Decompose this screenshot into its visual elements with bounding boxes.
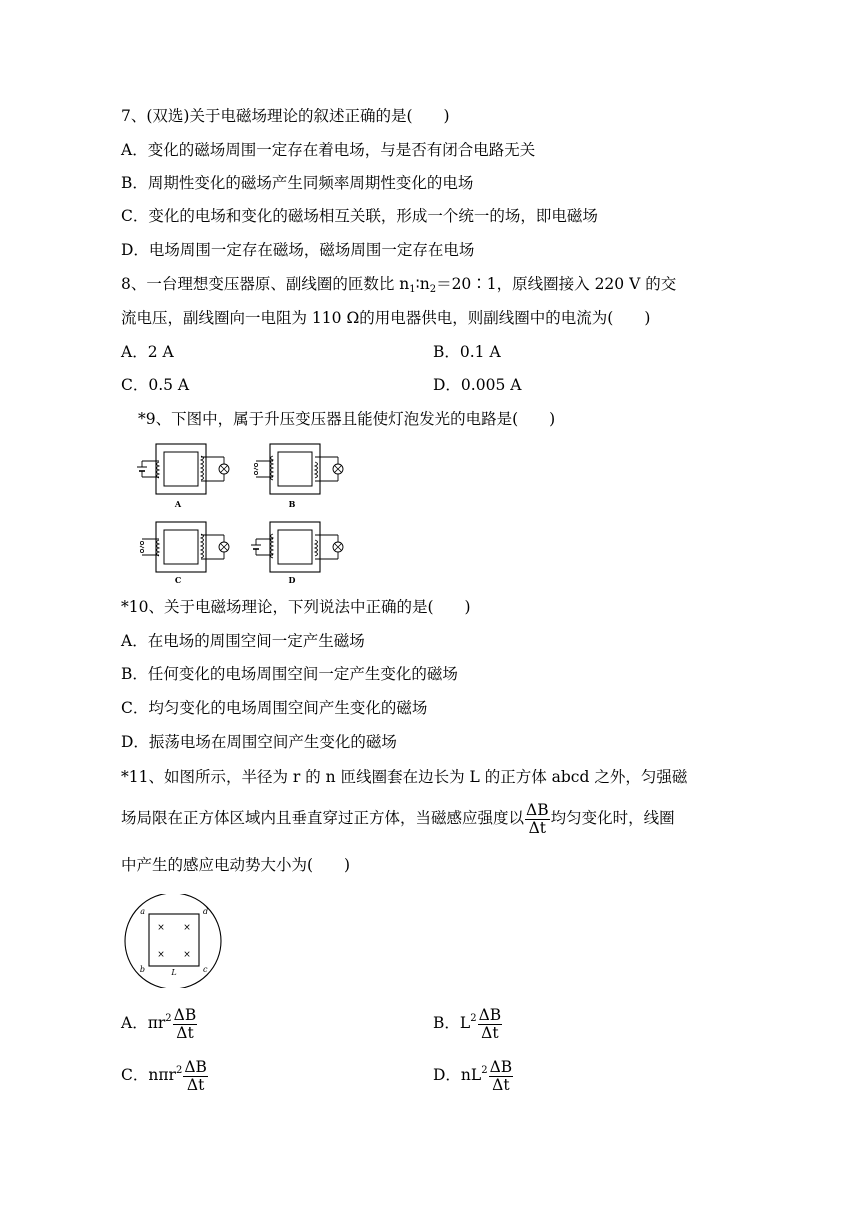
q8-sub2: 2: [429, 284, 437, 295]
q11-option-d: [433, 1053, 514, 1094]
field-cross: ×: [157, 950, 165, 960]
circuit-d-label: D: [288, 575, 296, 585]
q8-stem-line2: 流电压，副线圈向一电阻为 110 Ω的用电器供电，则副线圈中的电流为( ): [121, 309, 651, 327]
transformer-circuits-figure: [128, 438, 348, 588]
q8-text-a: 8、一台理想变压器原、副线圈的匝数比 n: [121, 275, 410, 293]
q11-b-prefix: B．L: [433, 1014, 471, 1032]
q7-option-c: C．变化的电场和变化的磁场相互关联，形成一个统一的场，即电磁场: [121, 207, 598, 225]
q10-option-a: A．在电场的周围空间一定产生磁场: [121, 632, 365, 650]
q8-text-mid: ∶n: [415, 275, 430, 293]
q11-a-prefix: A．πr: [121, 1014, 166, 1032]
q8-option-b: B．0.1 A: [433, 343, 501, 361]
q11-text-a: 场局限在正方体区域内且垂直穿过正方体，当磁感应强度以: [121, 809, 525, 827]
q11-text-b: 均匀变化时，线圈: [550, 809, 675, 827]
q11-d-exp: 2: [481, 1065, 488, 1076]
q9-stem: *9、下图中，属于升压变压器且能使灯泡发光的电路是( ): [138, 410, 556, 428]
fraction-numerator: ΔB: [526, 800, 549, 819]
q8-text-b: ＝20∶1，原线圈接入 220 V 的交: [436, 275, 677, 293]
q10-stem: *10、关于电磁场理论，下列说法中正确的是( ): [121, 598, 471, 616]
circuit-c-label: C: [174, 575, 182, 585]
q7-option-b: B．周期性变化的磁场产生同频率周期性变化的电场: [121, 174, 474, 192]
field-cross: ×: [183, 923, 191, 933]
q11-option-b: [433, 1001, 503, 1042]
vertex-c: c: [203, 965, 208, 974]
q11-c-prefix: C．nπr: [121, 1066, 176, 1084]
q7-stem: 7、(双选)关于电磁场理论的叙述正确的是( ): [121, 107, 450, 125]
q8-option-a: A．2 A: [121, 343, 174, 361]
dB-dt-fraction: $\frac{\Delta B}{\Delta t}$: [184, 1057, 207, 1094]
q11-b-exp: 2: [470, 1013, 477, 1024]
dB-dt-fraction: [525, 802, 550, 837]
q7-option-a: A．变化的磁场周围一定存在着电场，与是否有闭合电路无关: [121, 141, 536, 159]
q11-a-exp: 2: [165, 1013, 172, 1024]
q8-option-d: D．0.005 A: [433, 376, 522, 394]
fraction-denominator: Δt: [528, 818, 547, 837]
circuit-b-label: B: [288, 499, 296, 509]
circuit-a: [137, 444, 229, 509]
circuit-a-label: A: [174, 499, 182, 509]
q8-stem-line1: [121, 274, 676, 300]
q10-option-d: D．振荡电场在周围空间产生变化的磁场: [121, 733, 397, 751]
vertex-a: a: [140, 907, 145, 916]
q11-option-a: [121, 1001, 198, 1042]
dB-dt-fraction: $\frac{\Delta B}{\Delta t}$: [489, 1057, 513, 1094]
q11-d-prefix: D．nL: [433, 1066, 482, 1084]
q11-stem-line3: 中产生的感应电动势大小为( ): [121, 856, 351, 874]
q11-stem-line2: [121, 798, 675, 838]
q10-option-c: C．均匀变化的电场周围空间产生变化的磁场: [121, 699, 428, 717]
coil-square-figure: [121, 894, 225, 988]
q11-c-exp: 2: [175, 1065, 183, 1076]
q8-sub1: 1: [409, 284, 416, 295]
vertex-b: b: [139, 965, 145, 974]
q7-option-d: D．电场周围一定存在磁场，磁场周围一定存在电场: [121, 241, 475, 259]
side-length-label: L: [171, 968, 177, 977]
circuit-d: [251, 522, 343, 585]
field-cross: ×: [157, 923, 165, 933]
q8-option-c: C．0.5 A: [121, 376, 190, 394]
q11-stem-line1: *11、如图所示，半径为 r 的 n 匝线圈套在边长为 L 的正方体 abcd 之外，匀强磁: [121, 768, 688, 786]
circuit-b: [254, 444, 343, 509]
field-cross: ×: [183, 950, 191, 960]
q10-option-b: B．任何变化的电场周围空间一定产生变化的磁场: [121, 665, 458, 683]
dB-dt-fraction: $\frac{\Delta B}{\Delta t}$: [173, 1005, 197, 1042]
q11-option-c: [121, 1053, 209, 1094]
circuit-c: [140, 522, 229, 585]
dB-dt-fraction: $\frac{\Delta B}{\Delta t}$: [478, 1005, 502, 1042]
vertex-d: d: [203, 907, 209, 916]
